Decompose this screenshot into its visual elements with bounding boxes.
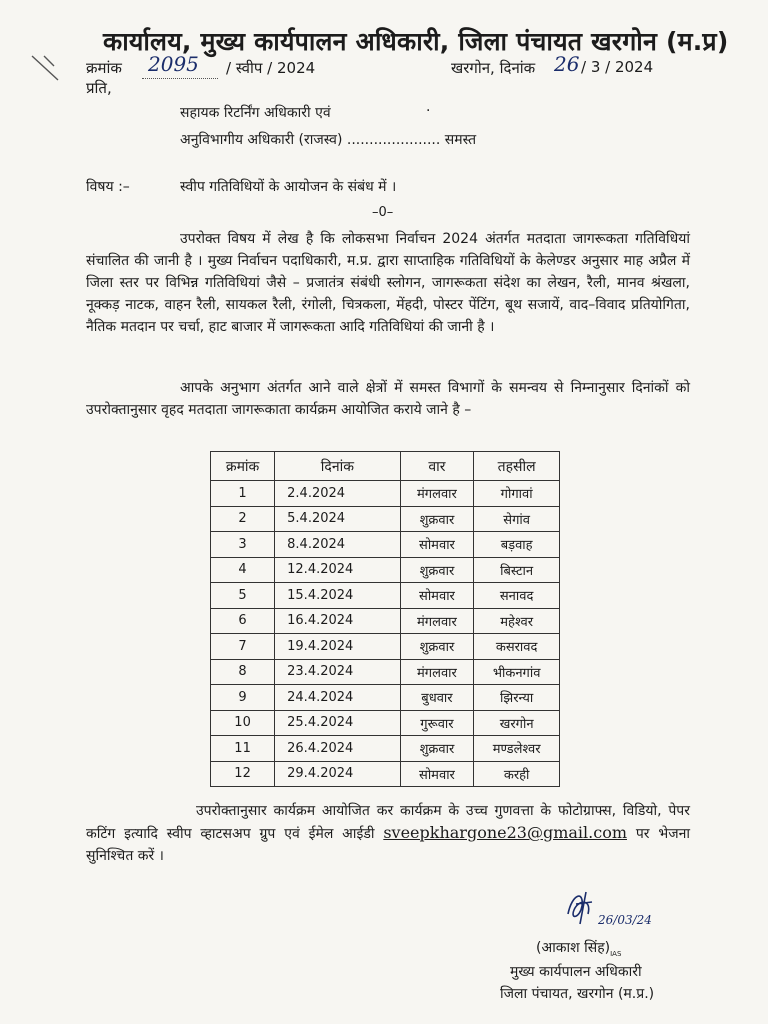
cell-date: 16.4.2024 <box>275 608 400 634</box>
signatory-name-text: (आकाश सिंह) <box>536 940 611 956</box>
schedule-body <box>211 481 560 787</box>
table-row <box>211 506 560 532</box>
cell-serial: 11 <box>211 736 275 762</box>
reference-number-handwritten: 2095 <box>148 52 199 76</box>
cell-serial: 2 <box>211 506 275 532</box>
cell-serial: 1 <box>211 481 275 507</box>
cell-date: 12.4.2024 <box>275 557 400 583</box>
table-row <box>211 736 560 762</box>
cell-date: 23.4.2024 <box>275 659 400 685</box>
cell-date: 15.4.2024 <box>275 583 400 609</box>
margin-scribble <box>28 50 68 90</box>
reference-series: / स्वीप / 2024 <box>226 59 316 77</box>
signature-date: 26/03/24 <box>598 913 652 927</box>
header-date: दिनांक <box>275 452 400 481</box>
cell-serial: 5 <box>211 583 275 609</box>
recipient-line-1: सहायक रिटर्निंग अधिकारी एवं <box>180 105 331 121</box>
signatory-title: मुख्य कार्यपालन अधिकारी <box>510 964 642 980</box>
reference-underline <box>142 78 218 79</box>
table-row <box>211 634 560 660</box>
cell-day: सोमवार <box>400 532 474 558</box>
recipient-line-1-mark: · <box>426 103 431 119</box>
table-row <box>211 557 560 583</box>
cell-tehsil: करही <box>474 761 560 787</box>
cell-tehsil: कसरावद <box>474 634 560 660</box>
reference-label: क्रमांक <box>86 59 122 77</box>
cell-day: सोमवार <box>400 761 474 787</box>
table-row <box>211 761 560 787</box>
schedule-header-row <box>211 452 560 481</box>
subject-label: विषय :– <box>86 179 130 195</box>
cell-tehsil: सनावद <box>474 583 560 609</box>
cell-day: गुरूवार <box>400 710 474 736</box>
reference-line <box>86 52 676 82</box>
cell-serial: 7 <box>211 634 275 660</box>
header-serial: क्रमांक <box>211 452 275 481</box>
cell-day: शुक्रवार <box>400 736 474 762</box>
table-row <box>211 710 560 736</box>
paragraph-3-end: पर भेजना सुनिश्चित करें । <box>86 826 691 864</box>
cell-date: 19.4.2024 <box>275 634 400 660</box>
cell-serial: 4 <box>211 557 275 583</box>
cell-tehsil: झिरन्या <box>474 685 560 711</box>
cell-tehsil: बड़वाह <box>474 532 560 558</box>
cell-date: 8.4.2024 <box>275 532 400 558</box>
table-row <box>211 481 560 507</box>
cell-day: शुक्रवार <box>400 634 474 660</box>
signatory-suffix: IAS <box>610 949 622 958</box>
cell-day: बुधवार <box>400 685 474 711</box>
header-tehsil: तहसील <box>474 452 560 481</box>
paragraph-3-text: उपरोक्तानुसार कार्यक्रम आयोजित कर कार्यक्रम के उच्च गुणवत्ता के फोटोग्राफ्स, विडियो, पेपर कटिंग इत्यादि स्वीप व्हाटसअप ग्रुप एवं ईमेल आईडी <box>86 803 690 842</box>
cell-date: 29.4.2024 <box>275 761 400 787</box>
cell-date: 2.4.2024 <box>275 481 400 507</box>
cell-serial: 9 <box>211 685 275 711</box>
table-row <box>211 532 560 558</box>
cell-date: 5.4.2024 <box>275 506 400 532</box>
cell-day: मंगलवार <box>400 608 474 634</box>
cell-serial: 8 <box>211 659 275 685</box>
cell-serial: 6 <box>211 608 275 634</box>
cell-day: शुक्रवार <box>400 557 474 583</box>
schedule-table <box>210 451 560 787</box>
date-day-handwritten: 26 <box>554 52 580 76</box>
table-row <box>211 608 560 634</box>
cell-day: सोमवार <box>400 583 474 609</box>
table-row <box>211 583 560 609</box>
cell-day: मंगलवार <box>400 481 474 507</box>
body-paragraph-3 <box>86 800 690 867</box>
recipient-line-2: अनुविभागीय अधिकारी (राजस्व) ..................... समस्त <box>180 132 477 148</box>
body-paragraph-1: उपरोक्त विषय में लेख है कि लोकसभा निर्वाचन 2024 अंतर्गत मतदाता जागरूकता गतिविधियां संचालित की जानी है । मुख्य निर्वाचन पदाधिकारी, म.प्र. द्वारा साप्ताहिक गतिविधियों के केलेण्डर अनुसार माह अप्रैल में जिला स्तर पर विभिन्न गतिविधियां जैसे – प्रजातंत्र संबंधी स्लोगन, जागरूकता संदेश का लेखन, रैली, मानव श्रंखला, नूक्कड़ नाटक, वाहन रैली, सायकल रैली, रंगोली, चित्रकला, मेंहदी, पोस्टर पेंटिंग, बूथ सजायें, वाद–विवाद प्रतियोगिता, नैतिक मतदान पर चर्चा, हाट बाजार में जागरूकता आदि गतिविधियां की जानी है । <box>86 231 690 335</box>
email-link[interactable]: sveepkhargone23@gmail.com <box>383 823 627 842</box>
cell-day: शुक्रवार <box>400 506 474 532</box>
cell-tehsil: भीकनगांव <box>474 659 560 685</box>
cell-serial: 10 <box>211 710 275 736</box>
cell-serial: 3 <box>211 532 275 558</box>
cell-date: 25.4.2024 <box>275 710 400 736</box>
cell-tehsil: गोगावां <box>474 481 560 507</box>
cell-day: मंगलवार <box>400 659 474 685</box>
body-paragraph-2: आपके अनुभाग अंतर्गत आने वाले क्षेत्रों में समस्त विभागों के समन्वय से निम्नानुसार दिनांकों को उपरोक्तानुसार वृहद मतदाता जागरूकाता कार्यक्रम आयोजित कराये जाने है – <box>86 380 690 418</box>
subject-separator: –0– <box>372 205 394 220</box>
table-row <box>211 659 560 685</box>
place-date-label: खरगोन, दिनांक <box>451 59 536 77</box>
cell-tehsil: बिस्टान <box>474 557 560 583</box>
office-header-title: कार्यालय, मुख्य कार्यपालन अधिकारी, जिला पंचायत खरगोन (म.प्र) <box>103 27 729 56</box>
signature-handwritten <box>562 884 682 934</box>
cell-serial: 12 <box>211 761 275 787</box>
header-day: वार <box>400 452 474 481</box>
cell-tehsil: महेश्वर <box>474 608 560 634</box>
cell-tehsil: खरगोन <box>474 710 560 736</box>
recipient-to-label: प्रति, <box>86 79 112 97</box>
date-month-year: / 3 / 2024 <box>581 58 654 76</box>
cell-tehsil: सेगांव <box>474 506 560 532</box>
cell-date: 26.4.2024 <box>275 736 400 762</box>
subject-text: स्वीप गतिविधियों के आयोजन के संबंध में । <box>180 179 397 195</box>
cell-tehsil: मण्डलेश्वर <box>474 736 560 762</box>
cell-date: 24.4.2024 <box>275 685 400 711</box>
signatory-name <box>536 938 621 958</box>
table-row <box>211 685 560 711</box>
signatory-office: जिला पंचायत, खरगोन (म.प्र.) <box>500 986 655 1002</box>
